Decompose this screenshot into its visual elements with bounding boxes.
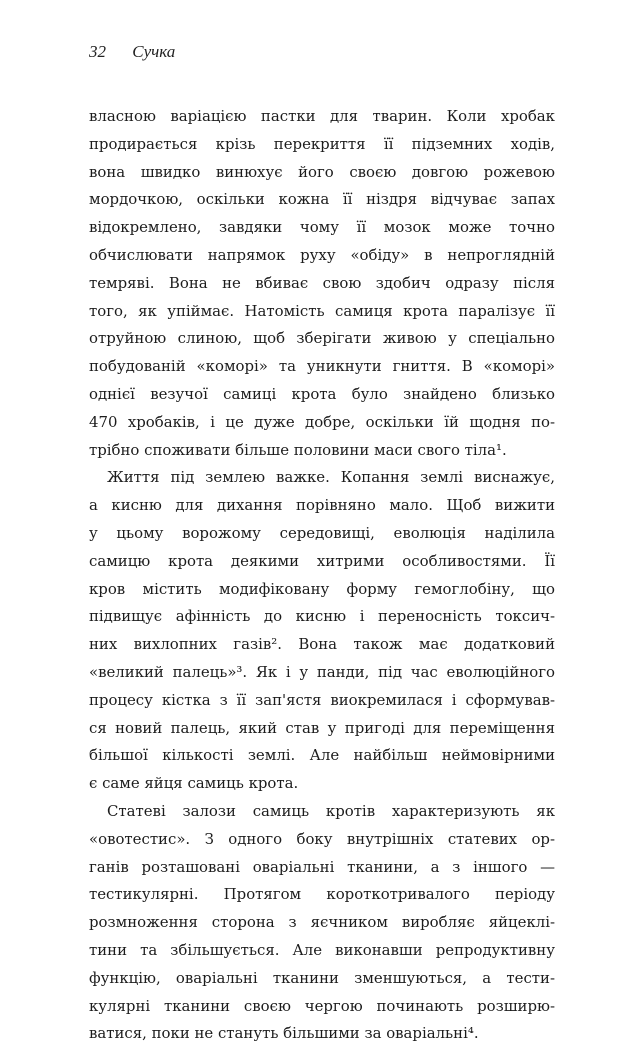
text-line: вона швидко винюхує його своєю довгою рожевою — [89, 162, 555, 181]
text-line: а кисню для дихання порівняно мало. Щоб вижити — [89, 496, 555, 515]
text-line: Життя під землею важке. Копання землі виснажує, — [107, 468, 555, 487]
page-number: 32 — [89, 42, 106, 61]
text-line: обчислювати напрямок руху «обіду» в непроглядній — [89, 245, 555, 264]
text-line: тестикулярні. Протягом короткотривалого періоду — [89, 885, 555, 904]
text-line: темряві. Вона не вбиває свою здобич одразу після — [89, 273, 555, 292]
text-line: них вихлопних газів². Вона також має додатковий — [89, 635, 555, 654]
text-line: «овотестис». З одного боку внутрішніх статевих ор- — [89, 829, 555, 848]
paragraph — [89, 103, 555, 464]
text-line: Статеві залози самиць кротів характеризують як — [107, 801, 555, 820]
text-line: кров містить модифіковану форму гемоглобіну, що — [89, 579, 555, 598]
text-line: власною варіацією пастки для тварин. Коли хробак — [89, 107, 555, 125]
text-line: однієї везучої самиці крота було знайдено близько — [89, 384, 555, 403]
text-line: самицю крота деякими хитрими особливостями. Її — [89, 551, 555, 570]
text-line: функцію, оваріальні тканини зменшуються, а тести- — [89, 968, 555, 987]
text-line: підвищує афінність до кисню і переносність токсич- — [89, 607, 555, 626]
text-line: мордочкою, оскільки кожна її ніздря відчуває запах — [89, 190, 555, 209]
text-line: більшої кількості землі. Але найбільш неймовірними — [89, 746, 555, 765]
text-line: тини та збільшується. Але виконавши репродуктивну — [89, 940, 555, 959]
text-line: отруйною слиною, щоб зберігати живою у спеціально — [89, 329, 555, 348]
text-line: кулярні тканини своєю чергою починають розширю- — [89, 996, 555, 1015]
text-line: є саме яйця самиць крота. — [89, 774, 299, 793]
paragraph — [89, 464, 555, 798]
text-line: процесу кістка з її зап'ястя виокремилася і сформував- — [89, 690, 555, 709]
running-title: Сучка — [132, 42, 176, 61]
text-line: продирається крізь перекриття її підземних ходів, — [89, 134, 555, 153]
running-header — [89, 42, 175, 62]
text-line: у цьому ворожому середовищі, еволюція наділила — [89, 523, 555, 542]
text-line: ватися, поки не стануть більшими за оваріальні⁴. — [89, 1024, 479, 1043]
text-line: ганів розташовані оваріальні тканини, а з іншого — — [89, 857, 555, 876]
text-line: «великий палець»³. Як і у панди, під час еволюційного — [89, 662, 555, 681]
body-text — [89, 103, 555, 1048]
text-line: того, як упіймає. Натомість самиця крота паралізує її — [89, 301, 555, 320]
text-line: розмноження сторона з яєчником виробляє яйцеклі- — [89, 913, 555, 932]
text-line: 470 хробаків, і це дуже добре, оскільки їй щодня по- — [89, 412, 555, 431]
text-line: трібно споживати більше половини маси свого тіла¹. — [89, 440, 507, 459]
text-line: ся новий палець, який став у пригоді для переміщення — [89, 718, 555, 737]
text-line: відокремлено, завдяки чому її мозок може точно — [89, 218, 555, 237]
text-line: побудованій «коморі» та уникнути гниття. В «коморі» — [89, 357, 555, 376]
paragraph — [89, 798, 555, 1048]
